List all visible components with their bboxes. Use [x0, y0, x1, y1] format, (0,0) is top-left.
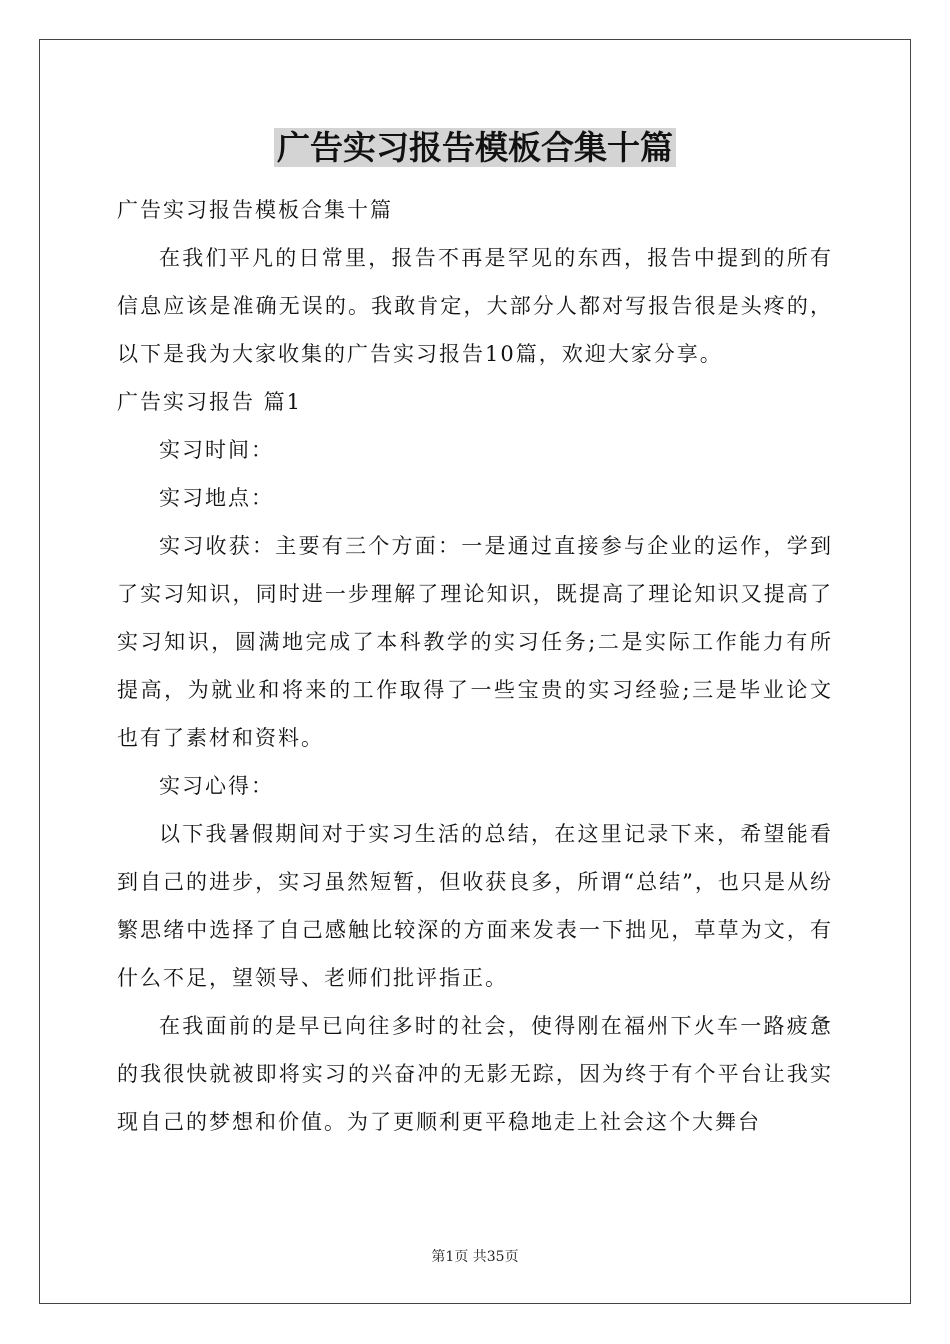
summary-paragraph: 以下我暑假期间对于实习生活的总结，在这里记录下来，希望能看到自己的进步，实习虽然短暂，但收获良多，所谓“总结”，也只是从纷繁思绪中选择了自己感触比较深的方面来发表一下拙见，草草为文，有什么不足，望领导、老师们批评指正。 [117, 822, 833, 990]
section-heading: 广告实习报告 篇1 [117, 390, 303, 414]
internship-insights-label: 实习心得： [159, 774, 274, 798]
page-footer: 第1页 共35页 [431, 1249, 519, 1265]
society-paragraph: 在我面前的是早已向往多时的社会，使得刚在福州下火车一路疲惫的我很快就被即将实习的兴奋冲的无影无踪，因为终于有个平台让我实现自己的梦想和价值。为了更顺利更平稳地走上社会这个大舞台 [117, 1014, 833, 1134]
document-body [117, 120, 833, 1146]
document-title [117, 120, 833, 176]
internship-gains-paragraph: 实习收获：主要有三个方面：一是通过直接参与企业的运作，学到了实习知识，同时进一步理解了理论知识，既提高了理论知识又提高了实习知识，圆满地完成了本科教学的实习任务;二是实际工作能力有所提高，为就业和将来的工作取得了一些宝贵的实习经验;三是毕业论文也有了素材和资料。 [117, 534, 833, 750]
intro-paragraph: 在我们平凡的日常里，报告不再是罕见的东西，报告中提到的所有信息应该是准确无误的。我敢肯定，大部分人都对写报告很是头疼的，以下是我为大家收集的广告实习报告10篇，欢迎大家分享。 [117, 246, 833, 366]
internship-time: 实习时间： [159, 438, 274, 462]
document-title-text: 广告实习报告模板合集十篇 [274, 128, 676, 167]
subtitle-line: 广告实习报告模板合集十篇 [117, 198, 393, 222]
internship-location: 实习地点： [159, 486, 274, 510]
